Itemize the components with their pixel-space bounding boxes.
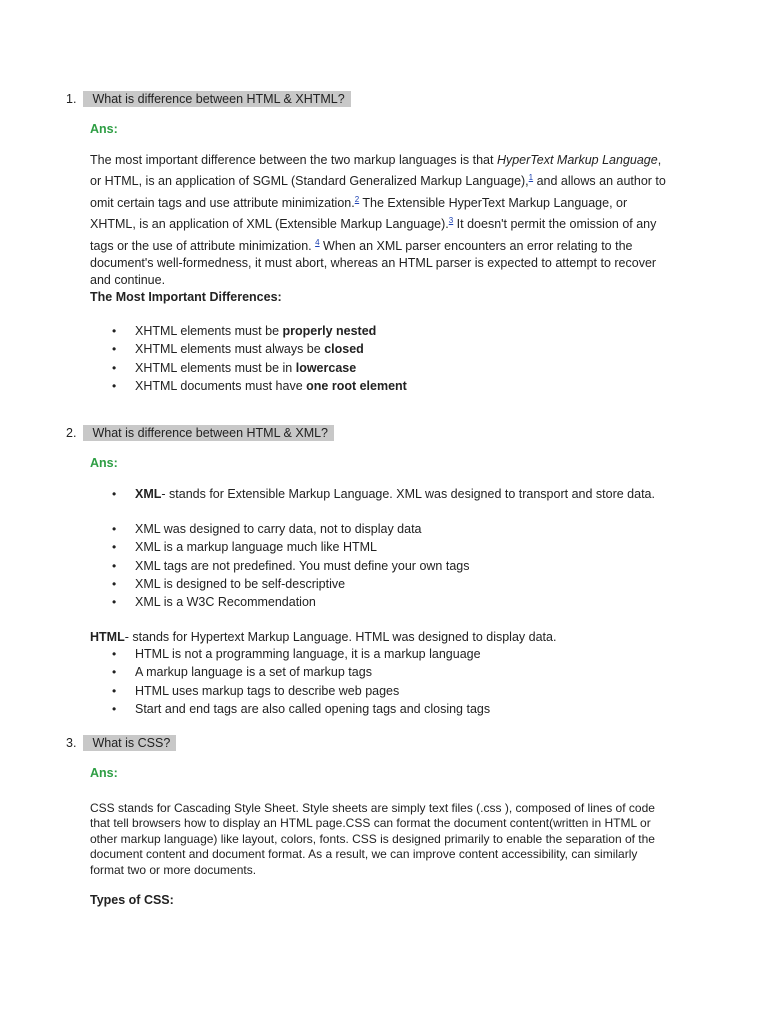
reference-link[interactable]: 4 (315, 237, 320, 247)
list-item: • XML is designed to be self-descriptive (90, 575, 469, 593)
question-text: What is CSS? (83, 735, 176, 751)
question-text: What is difference between HTML & XHTML? (83, 91, 350, 107)
list-item: • HTML uses markup tags to describe web pages (90, 682, 490, 700)
definition-text: - stands for Hypertext Markup Language. HTML was designed to display data. (124, 630, 557, 644)
item-text: XHTML elements must be (135, 324, 283, 338)
definition-term: HTML (90, 630, 125, 644)
reference-link[interactable]: 3 (448, 216, 454, 226)
list-item (90, 340, 407, 358)
paragraph-text: It doesn't permit the omission of any tags or the use of attribute minimization. (90, 217, 657, 253)
answer-label: Ans: (90, 456, 118, 470)
list-item: • XML tags are not predefined. You must define your own tags (90, 557, 469, 575)
list-item: • HTML is not a programming language, it is a markup language (90, 645, 490, 663)
question-2 (66, 426, 334, 440)
question-text: What is difference between HTML & XML? (83, 425, 334, 441)
answer-paragraph (90, 152, 675, 290)
section-heading: Types of CSS: (90, 893, 174, 907)
html-facts-list (90, 645, 490, 718)
answer-label: Ans: (90, 766, 118, 780)
xml-facts-list (90, 520, 469, 611)
list-item: • XML is a markup language much like HTML (90, 538, 469, 556)
html-definition (90, 630, 556, 644)
question-number: 1. (66, 92, 77, 106)
list-item: • XML was designed to carry data, not to display data (90, 520, 469, 538)
paragraph-text: The Extensible HyperText Markup Language, or XHTML, is an application of XML (Extensible Markup Language). (90, 195, 628, 232)
question-1 (66, 92, 351, 106)
paragraph-text: When an XML parser encounters an error relating to the document's well-formedness, it must abort, whereas an HTML parser is expected to attempt to recover and continue. (90, 238, 657, 288)
list-item (90, 485, 655, 503)
answer-paragraph: CSS stands for Cascading Style Sheet. Style sheets are simply text files (.css ), composed of lines of code that tell browsers how to display an HTML page.CSS can format the document content(written in HTML or other markup language) like layout, colors, fonts. CSS is designed primarily to enable the separation of the document content and document format. As a result, we can improve content accessibility, can similarly format two or more documents. (90, 801, 655, 877)
paragraph-text: and allows an author to omit certain tags and use attribute minimization. (90, 174, 666, 210)
item-bold-text: closed (324, 342, 364, 357)
item-bold-text: lowercase (295, 360, 357, 375)
question-number: 2. (66, 426, 77, 440)
list-item: • Start and end tags are also called opening tags and closing tags (90, 700, 490, 718)
item-text: - stands for Extensible Markup Language. XML was designed to transport and store data. (161, 487, 655, 501)
item-text: XHTML documents must have (135, 378, 307, 393)
list-item: • XML is a W3C Recommendation (90, 593, 469, 611)
reference-link[interactable]: 2 (354, 194, 360, 204)
list-item: • A markup language is a set of markup tags (90, 663, 490, 681)
answer-label: Ans: (90, 122, 118, 136)
reference-link[interactable]: 1 (528, 173, 534, 183)
list-item (90, 322, 407, 340)
list-item (90, 359, 407, 377)
question-3 (66, 736, 176, 750)
item-bold-text: properly nested (282, 324, 377, 338)
differences-list (90, 322, 407, 395)
paragraph-text: The most important difference between the two markup languages is that (90, 153, 497, 167)
item-text: XHTML elements must be in (135, 360, 296, 375)
section-heading: The Most Important Differences: (90, 290, 282, 304)
item-bold-text: one root element (306, 378, 407, 393)
item-text: XHTML elements must always be (135, 342, 325, 357)
paragraph-text: , or HTML, is an application of SGML (Standard Generalized Markup Language), (90, 153, 662, 189)
list-item (90, 377, 407, 395)
italic-term: HyperText Markup Language (496, 153, 658, 167)
xml-definition-list (90, 485, 655, 503)
question-number: 3. (66, 736, 77, 750)
item-bold-text: XML (135, 487, 162, 501)
